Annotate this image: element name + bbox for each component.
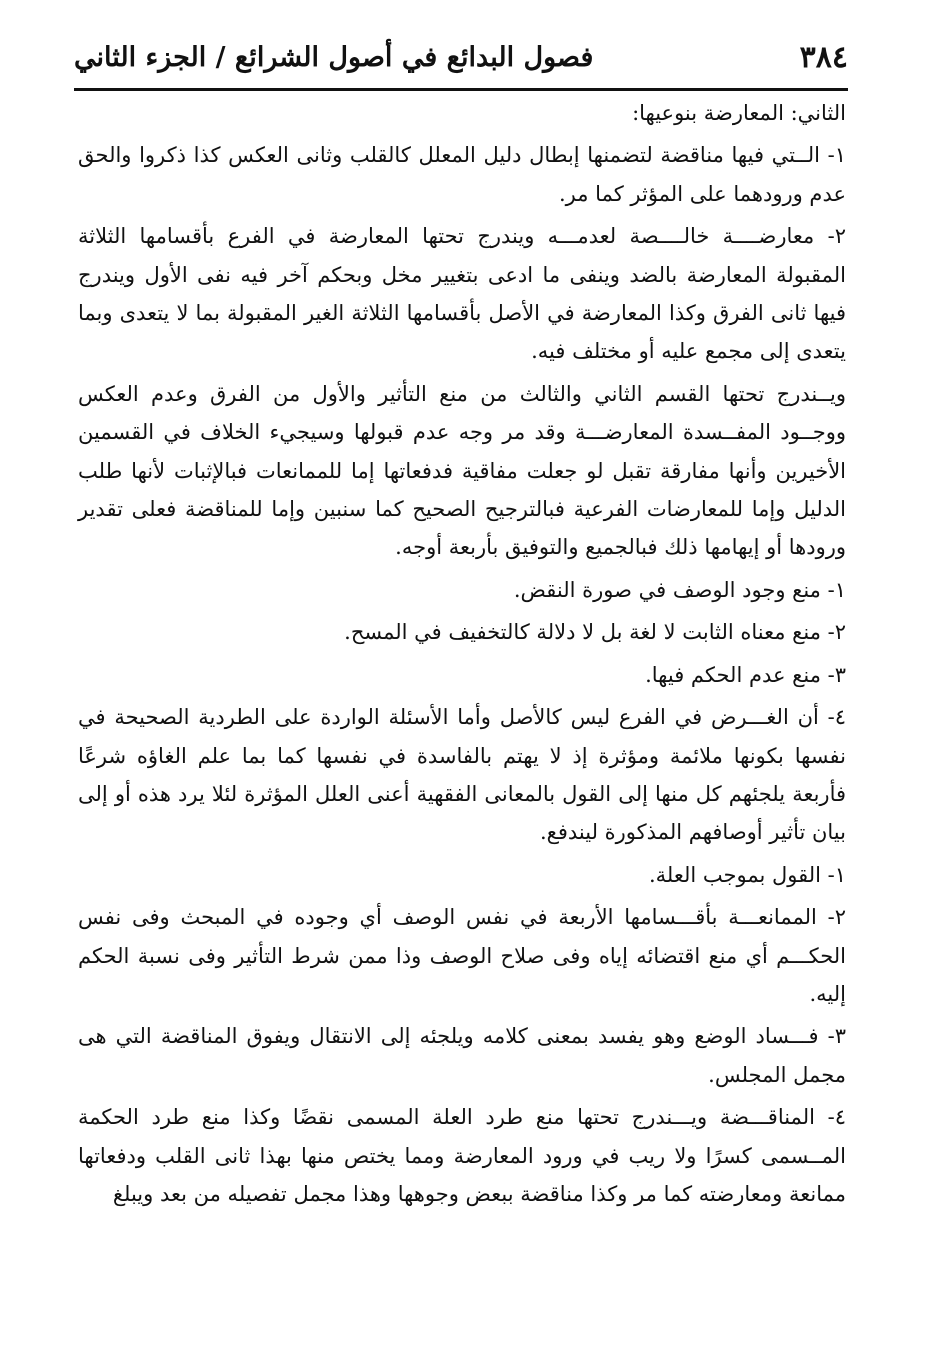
page-body — [78, 94, 846, 1213]
paragraph: ٢- الممانعـــة بأقـــسامها الأربعة في نفس الوصف أي وجوده في المبحث وفى نفس الحكـــم أي منع اقتضائه إياه وفى صلاح الوصف وذا ممن شرط التأثير وفى نسبة الحكم إليه. — [78, 905, 846, 1006]
header-divider — [74, 88, 848, 91]
paragraph: ويــندرج تحتها القسم الثاني والثالث من منع التأثير والأول من الفرق وعدم العكس ووجــود المفــسدة المعارضـــة وقد مر وجه عدم قبولها وسيجيء الخلاف في القسمين الأخيرين وأنها مفارقة تقبل لو جعلت مفاقية فدفعاتها إما للممانعات فبالإثبات لأنها طلب الدليل وإما للمعارضات الفرعية فبالترجيح الصحيح كما سنبين وإما للمناقضة فعلى تقدير ورودها أو إيهامها ذلك فبالجميع والتوفيق بأربعة أوجه. — [78, 381, 846, 560]
paragraph: ٤- المناقـــضة ويـــندرج تحتها منع طرد العلة المسمى نقضًا وكذا منع طرد الحكمة المــسمى كسرًا ولا ريب في ورود المعارضة ومما يختص منها بهذا ثانى القلب ودفعاتها ممانعة ومعارضته كما مر وكذا مناقضة ببعض وجوهها وهذا مجمل تفصيله من بعد ويبلغ — [78, 1105, 846, 1206]
list-item: ١- القول بموجب العلة. — [648, 862, 846, 887]
list-item: ١- منع وجود الوصف في صورة النقض. — [513, 577, 846, 602]
paragraph: ١- الــتي فيها مناقضة لتضمنها إبطال دليل المعلل كالقلب وثانى العكس كذا ذكروا والحق عدم ورودهما على المؤثر كما مر. — [78, 143, 846, 206]
page-header — [74, 30, 848, 84]
paragraph: ٢- معارضــــة خالــــصة لعدمـــه ويندرج تحتها المعارضة في الفرع بأقسامها الثلاثة المقبولة المعارضة بالضد وينفى ما ادعى بتغيير مخل وبحكم آخر فيه نفى الأول ويندرج فيها ثانى الفرق وكذا المعارضة في الأصل بأقسامها الثلاثة الغير المقبولة بما لا يتعدى وبما يتعدى إلى مجمع عليه أو مختلف فيه. — [78, 224, 846, 364]
section-heading: الثاني: المعارضة بنوعيها: — [632, 101, 846, 125]
list-item: ٢- منع معناه الثابت لا لغة بل لا دلالة كالتخفيف في المسح. — [344, 620, 846, 645]
running-title: فصول البدائع في أصول الشرائع / الجزء الثاني — [74, 41, 594, 73]
paragraph: ٣- فـــساد الوضع وهو يفسد بمعنى كلامه ويلجئه إلى الانتقال ويفوق المناقضة التي هى مجمل المجلس. — [78, 1024, 846, 1087]
paragraph: ٤- أن الغـــرض في الفرع ليس كالأصل وأما الأسئلة الواردة على الطردية الصحيحة في نفسها بكونها ملائمة ومؤثرة إذ لا يهتم بالفاسدة في نفسها كما بما علم الغاؤه شرعًا فأربعة يلجئهم كل منها إلى القول بالمعانى الفقهية أعنى العلل المؤثرة لئلا يرد هذه أو إلى بيان تأثير أوصافهم المذكورة ليندفع. — [78, 705, 846, 845]
list-item: ٣- منع عدم الحكم فيها. — [645, 662, 846, 687]
page-number: ٣٨٤ — [799, 39, 848, 75]
